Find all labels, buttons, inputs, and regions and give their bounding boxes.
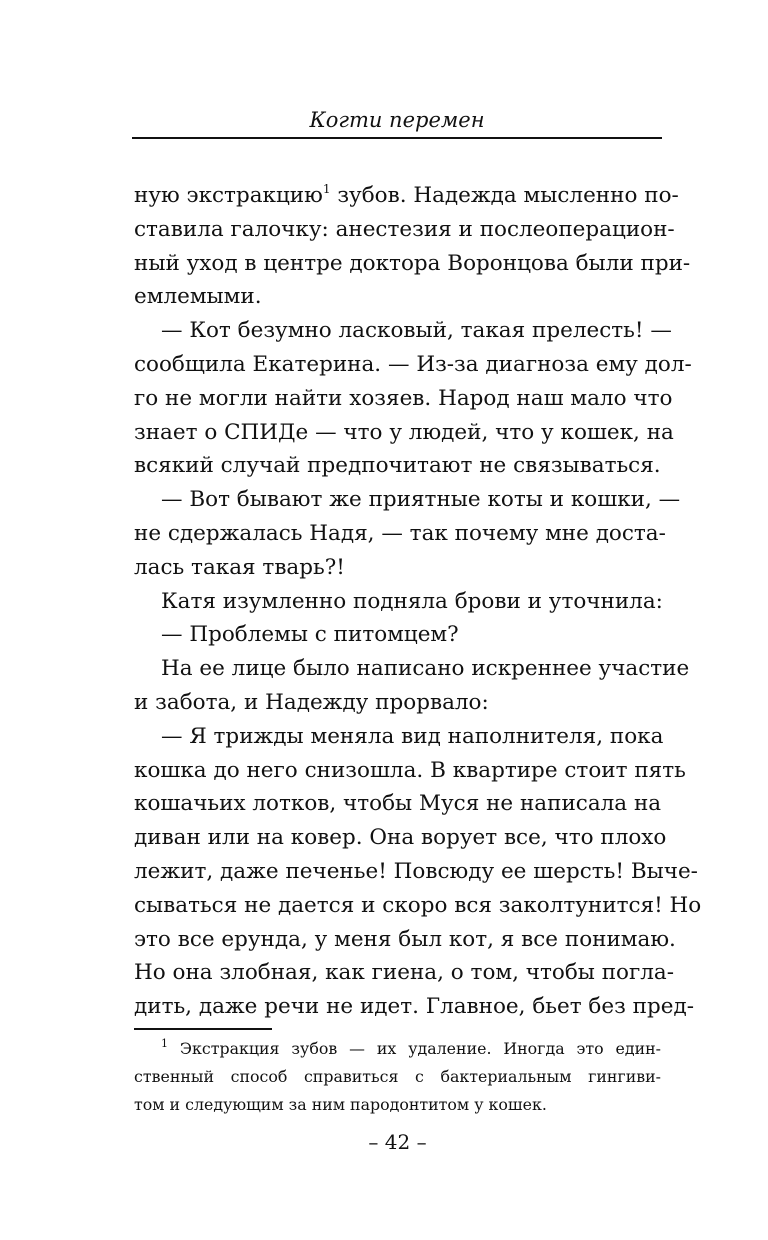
text-line (134, 754, 686, 788)
text-segment: том и следующим за ним пародонтитом у кошек. (134, 1095, 547, 1114)
text-line (134, 483, 681, 517)
main-text (134, 179, 702, 1024)
text-segment: — Проблемы с питомцем? (161, 622, 459, 648)
text-line (134, 787, 661, 821)
text-line (134, 247, 691, 281)
text-line (134, 923, 676, 957)
text-line (134, 382, 673, 416)
text-segment: сообщила Екатерина. — Из-за диагноза ему дол- (134, 351, 692, 377)
footnotes (134, 1035, 661, 1119)
text-segment: лежит, даже печенье! Повсюду ее шерсть! Выче- (134, 858, 698, 884)
text-line (134, 449, 661, 483)
text-line (134, 956, 674, 990)
text-segment: ный уход в центре доктора Воронцова были при- (134, 250, 691, 276)
text-segment: лась такая тварь?! (134, 554, 345, 580)
footnote-line (134, 1063, 661, 1091)
text-line (134, 821, 667, 855)
footnote-marker: 1 (322, 182, 331, 196)
text-segment: сываться не дается и скоро вся заколтунится! Но (134, 892, 702, 918)
text-line (134, 889, 702, 923)
footnote-rule (134, 1028, 272, 1030)
text-line (134, 686, 661, 720)
text-segment: знает о СПИДе — что у людей, что у кошек, на (134, 419, 674, 445)
text-line (134, 314, 672, 348)
running-head: Когти перемен (309, 108, 485, 132)
text-segment: всякий случай предпочитают не связываться. (134, 453, 661, 479)
text-segment: — Кот безумно ласковый, такая прелесть! — (161, 318, 672, 344)
text-line (134, 179, 679, 213)
text-line (134, 551, 661, 585)
text-segment: и забота, и Надежду прорвало: (134, 689, 489, 715)
text-segment: не сдержалась Надя, — так почему мне доста- (134, 520, 666, 546)
text-segment: Но она злобная, как гиена, о том, чтобы погла- (134, 960, 674, 986)
footnote-marker: 1 (161, 1037, 168, 1050)
page-number: – 42 – (368, 1130, 427, 1154)
text-segment: дить, даже речи не идет. Главное, бьет без пред- (134, 994, 694, 1020)
footnote-line (134, 1035, 661, 1063)
text-segment: Катя изумленно подняла брови и уточнила: (161, 588, 663, 614)
text-segment: кошка до него снизошла. В квартире стоит пять (134, 757, 686, 783)
text-segment: это все ерунда, у меня был кот, я все понимаю. (134, 926, 676, 952)
text-segment: го не могли найти хозяев. Народ наш мало что (134, 385, 673, 411)
text-line (134, 517, 666, 551)
text-line (134, 416, 674, 450)
text-line (134, 720, 664, 754)
text-line (134, 652, 690, 686)
text-segment: ставила галочку: анестезия и послеоперацион- (134, 216, 675, 242)
text-line (134, 618, 661, 652)
text-line (134, 990, 694, 1024)
footnote-line (134, 1091, 661, 1119)
text-segment: — Вот бывают же приятные коты и кошки, — (161, 487, 681, 513)
text-line (134, 213, 675, 247)
text-line (134, 280, 661, 314)
text-segment: ственный способ справиться с бактериальным гингиви- (134, 1067, 661, 1086)
text-segment: Экстракция зубов — их удаление. Иногда это един- (168, 1039, 661, 1058)
header-rule (132, 137, 662, 139)
text-segment: ную экстракцию (134, 183, 323, 208)
text-line (134, 855, 698, 889)
text-segment: диван или на ковер. Она ворует все, что плохо (134, 825, 667, 851)
text-line (134, 585, 661, 619)
text-segment: зубов. Надежда мысленно по- (330, 183, 679, 208)
text-segment: На ее лице было написано искреннее участие (161, 656, 690, 682)
text-segment: емлемыми. (134, 284, 262, 310)
text-segment: — Я трижды меняла вид наполнителя, пока (161, 723, 664, 749)
text-segment: кошачьих лотков, чтобы Муся не написала на (134, 791, 662, 817)
text-line (134, 348, 692, 382)
